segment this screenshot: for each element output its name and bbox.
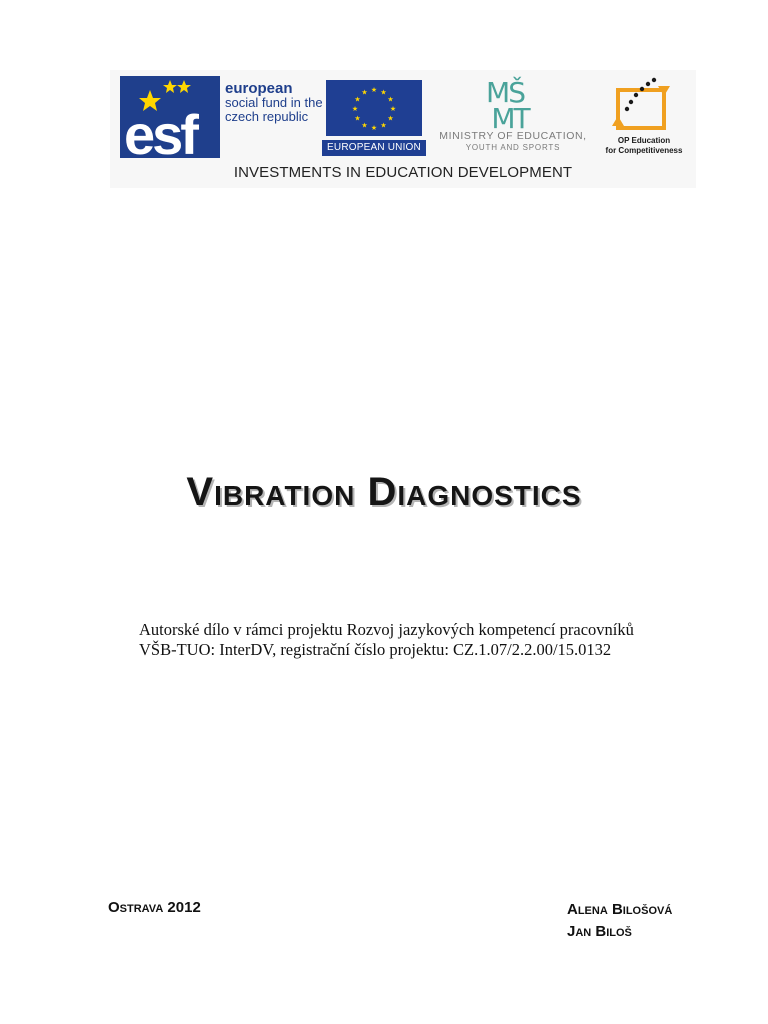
svg-text:★: ★ [380,121,387,130]
banner-caption: INVESTMENTS IN EDUCATION DEVELOPMENT [233,164,573,181]
msmt-name [428,130,598,154]
msmt-sub-line: YOUTH AND SPORTS [465,143,561,152]
eu-flag-icon [326,80,422,136]
project-note [139,620,739,660]
place-year: Ostrava 2012 [108,899,201,916]
op-education-logo [610,76,674,138]
svg-text:★: ★ [354,114,361,123]
esf-name-line: social fund in the [225,95,323,110]
project-note-line: VŠB-TUO: InterDV, registrační číslo projektu: CZ.1.07/2.2.00/15.0132 [139,640,612,659]
esf-logo [120,76,220,158]
op-name-line: for Competitiveness [605,146,683,155]
msmt-name-line: MINISTRY OF EDUCATION, [439,130,587,142]
eu-label: EUROPEAN UNION [322,140,426,156]
svg-text:MŠ: MŠ [486,76,524,109]
author-name: Alena Bilošová [567,901,673,918]
svg-text:★: ★ [370,124,378,132]
svg-text:★: ★ [370,86,378,94]
author-name: Jan Biloš [567,923,632,940]
svg-text:esf: esf [124,103,196,158]
authors [567,899,672,943]
document-title: Vibration Diagnostics [186,470,582,514]
svg-text:★: ★ [351,105,359,113]
svg-text:★: ★ [380,88,387,97]
op-name-line: OP Education [617,136,671,145]
svg-text:★: ★ [361,88,368,97]
svg-text:MT: MT [491,102,529,130]
svg-text:★: ★ [354,95,361,104]
esf-name-line: european [225,80,293,97]
esf-name [225,82,323,124]
svg-text:★: ★ [387,114,394,123]
svg-text:★: ★ [361,121,368,130]
logo-banner [110,70,696,188]
msmt-logo [458,74,552,130]
esf-name-line: czech republic [225,109,309,124]
svg-text:★: ★ [389,105,397,113]
project-note-line: Autorské dílo v rámci projektu Rozvoj jazykových kompetencí pracovníků [139,620,634,639]
svg-text:★: ★ [387,95,394,104]
op-education-name [596,136,692,156]
